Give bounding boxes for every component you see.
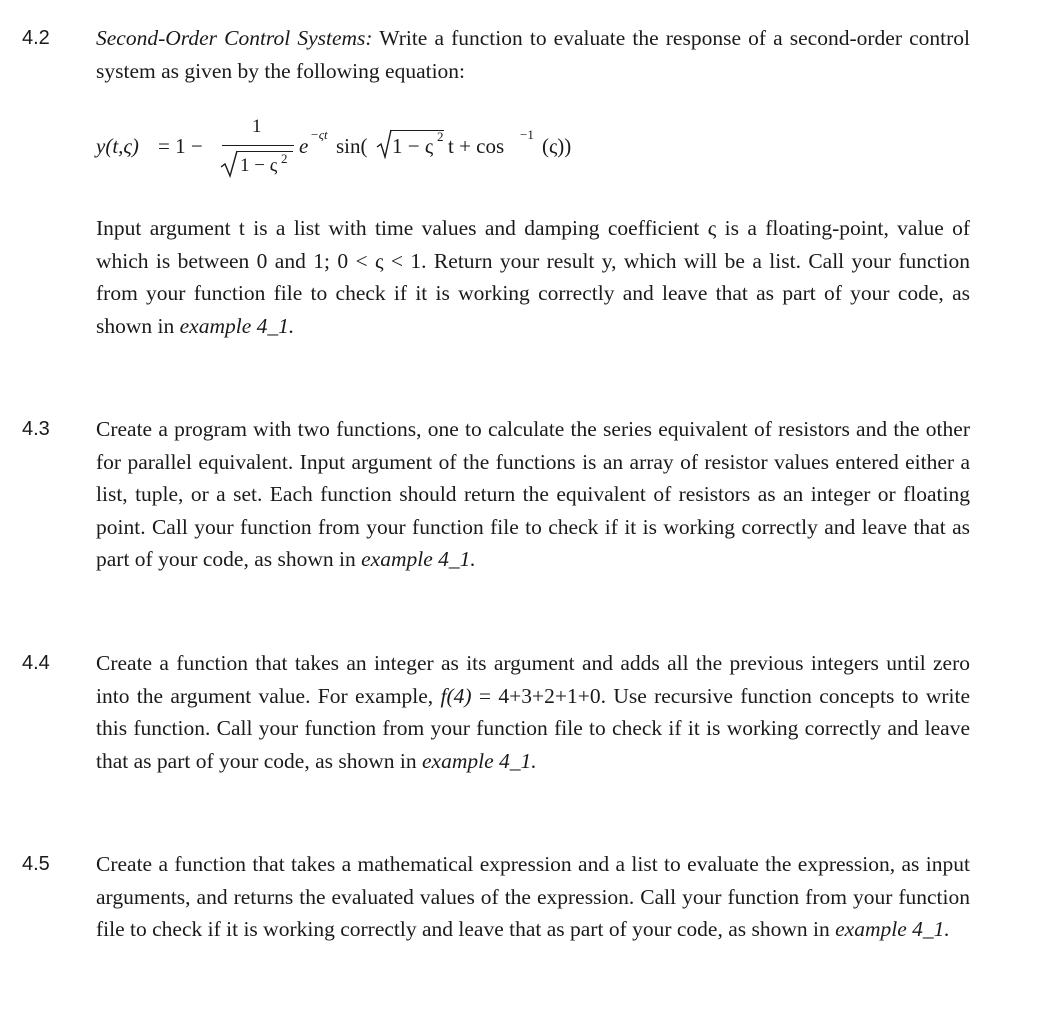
example-reference: example 4_1. — [835, 917, 950, 941]
problem-number: 4.3 — [22, 418, 50, 440]
response-equation — [96, 108, 616, 188]
problem-body — [96, 848, 970, 946]
problem-number: 4.2 — [22, 27, 50, 49]
problem-intro — [96, 22, 970, 87]
root-radical-sign — [376, 129, 392, 159]
fraction-radical-sign — [220, 150, 238, 178]
body-text: Create a program with two functions, one to calculate the series equivalent of resistors and the other for parallel equivalent. Input argument of the functions is an array of resistor values entered either a list, tuple, or a set. Each function should return the equivalent of resistors as an integer or floating point. Call your function from your function file to check if it is working correctly and leave that as part of your code, as shown in — [96, 417, 970, 571]
eq-e-exponent: −ςt — [310, 127, 328, 142]
fraction-denominator-exponent: 2 — [281, 151, 288, 166]
cos-exponent: −1 — [520, 127, 534, 142]
problem-body — [96, 647, 970, 777]
fraction-denominator: 1 − ς — [240, 155, 278, 176]
example-reference: example 4_1. — [361, 547, 476, 571]
body-text: Input argument t is a list with time values and damping coefficient ς is a floating-point, value of which is between 0 and 1; 0 < ς < 1. Return your result y, which will be a list. Call your function from your function file to check if it is working correctly and leave that as part of your code, as shown in — [96, 216, 970, 338]
body-text-b: = 4+3+2+1+0. Use recursive function concepts to write this function. Call your function from your function file to check if it is working correctly and leave that as part of your code, as shown in — [96, 683, 970, 773]
eq-one-minus: = 1 − — [158, 134, 203, 158]
root-exponent: 2 — [437, 129, 444, 144]
problem-number: 4.4 — [22, 652, 50, 674]
problem-number: 4.5 — [22, 853, 50, 875]
fraction-bar — [222, 145, 294, 146]
eq-sin: sin( — [336, 134, 368, 158]
example-reference: example 4_1. — [179, 313, 295, 338]
eq-tail: t + cos — [448, 134, 505, 158]
problem-body — [96, 413, 970, 576]
intro-text: Write a function to evaluate the response of a second-order control system as given by the following equation: — [96, 26, 970, 83]
root-body: 1 − ς — [392, 134, 434, 158]
eq-e: e — [299, 134, 309, 158]
fraction-numerator: 1 — [252, 116, 262, 137]
eq-lhs: y(t,ς) — [96, 134, 139, 158]
body-text: Create a function that takes a mathematical expression and a list to evaluate the expression, as input arguments, and returns the evaluated values of the expression. Call your function from your function file to check if it is working correctly and leave that as part of your code, as shown in — [96, 852, 970, 941]
example-reference: example 4_1. — [422, 748, 537, 773]
problem-body — [96, 212, 970, 342]
eq-close: (ς)) — [542, 134, 572, 158]
problem-title: Second-Order Control Systems: — [96, 26, 373, 50]
root-radical-bar — [390, 130, 444, 131]
function-call-example: f(4) — [440, 683, 472, 708]
body-text-a: Create a function that takes an integer as its argument and adds all the previous integers until zero into the argument value. For example, — [96, 651, 970, 708]
